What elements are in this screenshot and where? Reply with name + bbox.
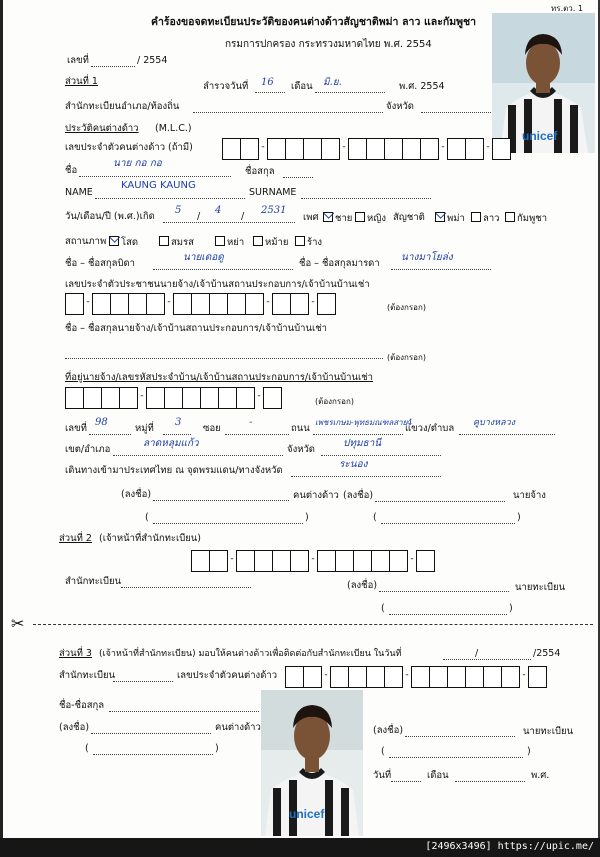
status-option-divorced[interactable]: หย่า: [215, 236, 244, 249]
house-code-boxes[interactable]: - -: [65, 387, 282, 409]
name-en-label: NAME: [65, 187, 93, 198]
form-code: ทร.ตว. 1: [551, 4, 583, 13]
road-label: ถนน: [291, 423, 310, 434]
section3-registrar-paren-close: ): [527, 746, 531, 757]
birth-slash-1: /: [197, 211, 201, 222]
checkbox-icon: [355, 212, 365, 222]
birth-month: 4: [215, 205, 222, 216]
section1-heading: ส่วนที่ 1: [65, 76, 98, 87]
employer-sign-paren: (: [373, 512, 377, 523]
checkbox-icon: [471, 212, 481, 222]
office-label: สำนักทะเบียนอำเภอ/ท้องถิ่น: [65, 101, 180, 112]
alien-sign-dots: [153, 490, 289, 501]
photo-small-shirt-text: unicef: [289, 807, 325, 821]
surname-en-label: SURNAME: [249, 187, 297, 198]
applicant-photo-small: [261, 690, 363, 836]
section3-alien-name-dots: [93, 744, 213, 755]
section3-office-dots: [113, 671, 173, 682]
section3-month-dots: [455, 771, 525, 782]
checkbox-icon: [215, 236, 225, 246]
birth-slash-2: /: [241, 211, 245, 222]
section3-alien-sign-dots: [91, 723, 211, 734]
section3-month-label: เดือน: [427, 770, 449, 781]
road-value: เพชรเกษม-พุทธมณฑลสาย4: [315, 418, 413, 427]
doc-number-suffix: / 2554: [137, 55, 168, 66]
entry-value: ระนอง: [339, 459, 368, 470]
employer-sign-name-dots: [381, 513, 515, 524]
section3-alien-sign-label: (ลงชื่อ): [59, 722, 90, 733]
checkbox-icon: [253, 236, 263, 246]
alien-history-heading: ประวัติคนต่างด้าว: [65, 123, 139, 134]
section2-note: (เจ้าหน้าที่สำนักทะเบียน): [99, 533, 201, 544]
section2-sign-label: (ลงชื่อ): [347, 580, 378, 591]
section3-day-label: วันที่: [373, 770, 392, 781]
image-info-text[interactable]: [2496x3496] https://upic.me/: [425, 841, 594, 852]
section3-office-label: สำนักทะเบียน: [59, 670, 116, 681]
alien-sign-label: (ลงชื่อ): [121, 489, 152, 500]
section3-name-label: ชื่อ-ชื่อสกุล: [59, 700, 105, 711]
house-no-value: 98: [95, 417, 108, 428]
section3-alien-paren-close: ): [215, 743, 219, 754]
section3-id-label: เลขประจำตัวคนต่างด้าว: [177, 670, 278, 681]
status-option-married[interactable]: สมรส: [159, 236, 194, 249]
house-no-label: เลขที่: [65, 423, 87, 434]
province2-label: จังหวัด: [287, 444, 315, 455]
section3-registrar-sign-dots: [405, 726, 515, 737]
survey-month-value: มิ.ย.: [323, 77, 342, 88]
district-value: ลาดหลุมแก้ว: [143, 438, 199, 449]
moo-label: หมู่ที่: [135, 423, 154, 434]
surname-label: ชื่อสกุล: [245, 166, 275, 177]
name-label: ชื่อ: [65, 165, 78, 176]
form-subtitle: กรมการปกครอง กระทรวงมหาดไทย พ.ศ. 2554: [225, 39, 432, 50]
section2-office-dots: [121, 577, 251, 588]
address-required: (ต้องกรอก): [315, 397, 354, 406]
year-label: พ.ศ. 2554: [399, 81, 445, 92]
status-option-single[interactable]: โสด: [109, 236, 138, 249]
employer-sign-paren-close: ): [517, 512, 521, 523]
section2-registrar-role: นายทะเบียน: [515, 582, 566, 593]
image-info-bar: [0, 838, 600, 857]
section2-id-boxes[interactable]: - - -: [191, 550, 435, 572]
section3-heading: ส่วนที่ 3: [59, 648, 92, 659]
alien-sign-role: คนต่างด้าว: [293, 490, 339, 501]
status-label: สถานภาพ: [65, 236, 107, 247]
birth-label: วัน/เดือน/ปี (พ.ศ.)เกิด: [65, 211, 155, 222]
checkbox-icon: [295, 236, 305, 246]
employer-sign-role: นายจ้าง: [513, 490, 546, 501]
employer-sign-dots: [375, 491, 505, 502]
alien-sign-name-dots: [153, 513, 303, 524]
form-title: คำร้องขอจดทะเบียนประวัติของคนต่างด้าวสัญชาติพม่า ลาว และกัมพูชา: [151, 16, 477, 28]
section3-registrar-sign-label: (ลงชื่อ): [373, 725, 404, 736]
month-label: เดือน: [291, 81, 313, 92]
employer-sign-label: (ลงชื่อ): [343, 490, 374, 501]
soi-label: ซอย: [203, 423, 221, 434]
section3-id-boxes[interactable]: - - -: [285, 666, 547, 688]
section3-year-label: พ.ศ.: [531, 770, 550, 781]
cut-line: [33, 624, 593, 625]
employer-id-boxes[interactable]: - - - -: [65, 293, 336, 315]
section2-paren: (: [381, 603, 385, 614]
alien-sign-paren-close: ): [305, 512, 309, 523]
office-dots: [193, 102, 383, 113]
sex-option-male[interactable]: ชาย: [323, 212, 352, 225]
mother-value: นางมาโยล่ง: [401, 252, 453, 263]
employer-id-required: (ต้องกรอก): [387, 303, 426, 312]
employer-id-label: เลขประจำตัวประชาชนนายจ้าง/เจ้าบ้านสถานประกอบการ/เจ้าบ้านบ้านเช่า: [65, 279, 370, 290]
moo-value: 3: [175, 417, 182, 428]
nationality-label: สัญชาติ: [393, 212, 425, 223]
checkbox-icon: [159, 236, 169, 246]
birth-year: 2531: [261, 205, 287, 216]
section3-year-suffix: /2554: [533, 648, 561, 659]
section3-date-dots: [443, 649, 531, 660]
check-icon: [435, 212, 445, 222]
survey-date-label: ลำรวจวันที่: [203, 81, 249, 92]
section3-alien-role: คนต่างด้าว: [215, 722, 261, 733]
photo-shirt-text: unicef: [522, 129, 558, 143]
section3-registrar-role: นายทะเบียน: [523, 726, 574, 737]
mother-label: ชื่อ – ชื่อสกุลมารดา: [299, 258, 380, 269]
section3-registrar-name-dots: [389, 747, 523, 758]
sex-label: เพศ: [303, 212, 319, 223]
subdistrict-label: แขวง/ตำบล: [405, 423, 455, 434]
sex-option-female[interactable]: หญิง: [355, 212, 386, 225]
section3-alien-paren: (: [85, 743, 89, 754]
province-label: จังหวัด: [386, 101, 414, 112]
section2-name-dots: [389, 604, 507, 615]
alien-id-label: เลขประจำตัวคนต่างด้าว (ถ้ามี): [65, 142, 193, 153]
section2-sign-dots: [379, 581, 509, 592]
check-icon: [323, 212, 333, 222]
section3-name-dots: [109, 701, 259, 712]
section2-heading: ส่วนที่ 2: [59, 533, 92, 544]
employer-name-label: ชื่อ – ชื่อสกุลนายจ้าง/เจ้าบ้านสถานประกอบการ/เจ้าบ้านบ้านเช่า: [65, 323, 327, 334]
employer-name-dots: [65, 348, 383, 359]
soi-dots: [225, 424, 289, 435]
name-en-value: KAUNG KAUNG: [121, 180, 196, 191]
scissors-icon: ✂: [11, 614, 25, 633]
section3-date-slash: /: [475, 648, 479, 659]
alien-sign-paren: (: [145, 512, 149, 523]
status-option-widowed[interactable]: หม้าย: [253, 236, 288, 249]
checkbox-icon: [505, 212, 515, 222]
father-label: ชื่อ – ชื่อสกุลบิดา: [65, 258, 136, 269]
section3-note: (เจ้าหน้าที่สำนักทะเบียน) มอบให้คนต่างด้าวเพื่อติดต่อกับสำนักทะเบียน ในวันที่: [99, 649, 402, 659]
birth-day: 5: [175, 205, 182, 216]
soi-value: -: [249, 417, 253, 428]
doc-number-label: เลขที่: [67, 55, 89, 66]
surname-en-dots: [301, 188, 431, 199]
survey-day-value: 16: [261, 77, 274, 88]
section3-day-dots: [391, 771, 421, 782]
mlc-code: (M.L.C.): [155, 123, 192, 134]
district-label: เขต/อำเภอ: [65, 444, 111, 455]
doc-number-dots: [91, 56, 135, 67]
alien-id-boxes[interactable]: - - - -: [222, 138, 511, 160]
entry-label: เดินทางเข้ามาประเทศไทย ณ จุดพรมแดน/ทางจังหวัด: [65, 465, 283, 476]
status-option-separated[interactable]: ร้าง: [295, 236, 322, 249]
province-value: ปทุมธานี: [343, 438, 382, 449]
father-value: นายเดอดู: [183, 252, 224, 263]
nationality-option-cambodia[interactable]: กัมพูชา: [505, 212, 547, 225]
surname-dots: [283, 167, 313, 178]
applicant-photo: [492, 13, 595, 153]
section3-registrar-paren: (: [381, 746, 385, 757]
province-dots: [421, 102, 491, 113]
employer-name-required: (ต้องกรอก): [387, 353, 426, 362]
employer-address-label: ที่อยู่นายจ้าง/เลขรหัสประจำบ้าน/เจ้าบ้านสถานประกอบการ/เจ้าบ้านบ้านเช่า: [65, 372, 373, 383]
subdistrict-value: คูบางหลวง: [473, 418, 516, 428]
nationality-option-myanmar[interactable]: พม่า: [435, 212, 465, 225]
check-icon: [109, 236, 119, 246]
name-value: นาย กอ กอ: [113, 158, 162, 169]
nationality-option-lao[interactable]: ลาว: [471, 212, 500, 225]
section2-paren-close: ): [509, 603, 513, 614]
section2-office-label: สำนักทะเบียน: [65, 576, 122, 587]
